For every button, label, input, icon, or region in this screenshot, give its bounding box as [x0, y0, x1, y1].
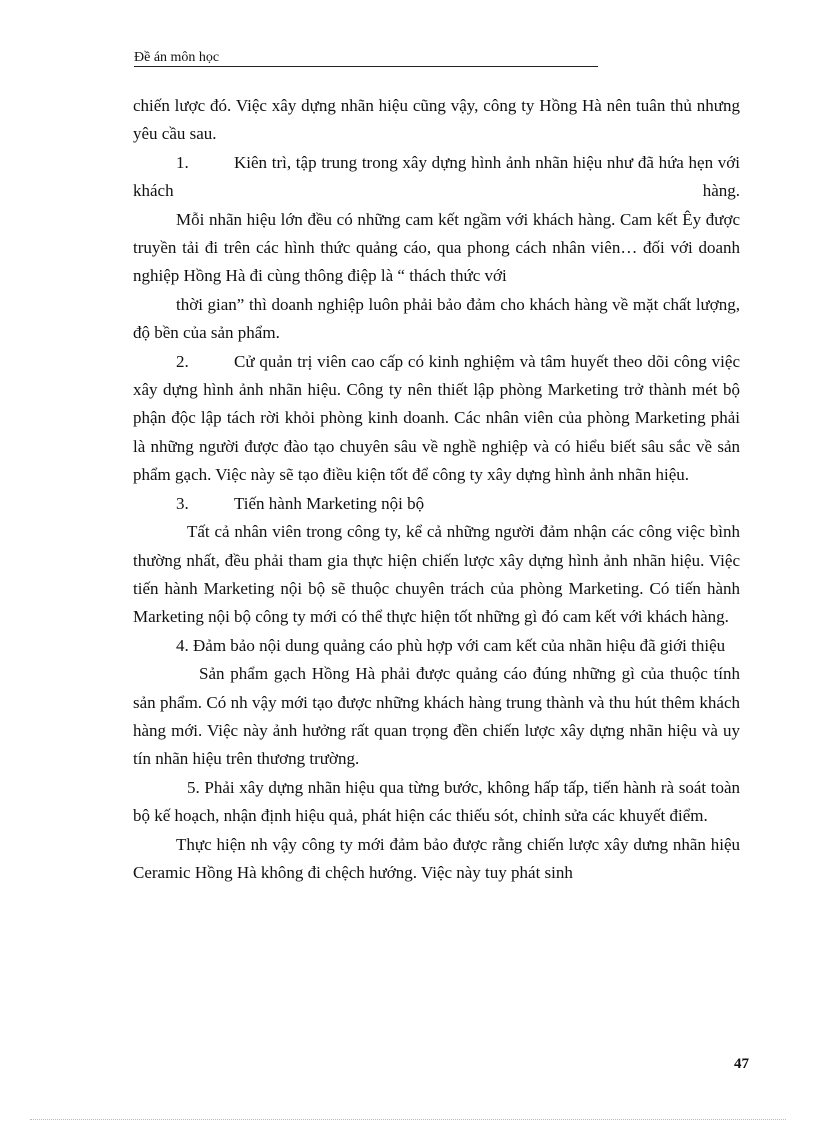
list-text-2: Cử quản trị viên cao cấp có kinh nghiệm và tâm huyết theo dõi công việc xây dựng hình ảnh nhãn hiệu. Công ty nên thiết lập phòng Marketing trở thành mét bộ phận độc lập tách rời khỏi phòng kinh doanh. Các nhân viên của phòng Marketing phải là những người được đào tạo chuyên sâu về nghề nghiệp và có hiểu biết sâu sắc về sản phẩm gạch. Việc này sẽ tạo điều kiện tốt để công ty xây dựng hình ảnh nhãn hiệu. — [133, 351, 740, 485]
paragraph-commitment-cont — [133, 291, 740, 348]
paragraph-commitment-cont-text: thời gian” thì doanh nghiệp luôn phải bảo đảm cho khách hàng về mặt chất lượng, độ bền của sản phẩm. — [133, 294, 740, 343]
paragraph-advertising: Sản phẩm gạch Hồng Hà phải được quảng cáo đúng những gì của thuộc tính sản phẩm. Có nh vậy mới tạo được những khách hàng trung thành và thu hút thêm khách hàng mới. Việc này ảnh hưởng rất quan trọng đền chiến lược xây dựng nhãn hiệu và uy tín nhãn hiệu trên thương trường. — [133, 664, 740, 769]
list-text-3: Tiến hành Marketing nội bộ — [234, 493, 425, 513]
list-number-3: 3. — [176, 493, 189, 513]
page-number: 47 — [734, 1056, 749, 1072]
page-bottom-divider — [30, 1119, 786, 1120]
list-number-1: 1. — [176, 152, 189, 172]
list-item-5: 5. Phải xây dựng nhãn hiệu qua từng bước, không hấp tấp, tiến hành rà soát toàn bộ kế hoạch, nhận định hiệu quả, phát hiện các thiếu sót, chỉnh sửa các khuyết điểm. — [133, 777, 740, 826]
list-number-2: 2. — [176, 351, 189, 371]
paragraph-commitment: Mỗi nhãn hiệu lớn đều có những cam kết ngầm với khách hàng. Cam kết Êy được truyền tải đi trên các hình thức quảng cáo, qua phong cách nhân viên… đối với doanh nghiệp Hồng Hà đi cùng thông điệp là “ thách thức với — [133, 209, 740, 286]
paragraph-intro: chiến lược đó. Việc xây dựng nhãn hiệu cũng vậy, công ty Hồng Hà nên tuân thủ nhưng yêu cầu sau. — [133, 96, 740, 144]
list-item-3 — [133, 490, 740, 518]
list-text-1: Kiên trì, tập trung trong xây dựng hình ảnh nhãn hiệu như đã hứa hẹn với khách hàng. — [133, 152, 740, 201]
header-title: Đề án môn học — [134, 50, 220, 65]
page-header — [134, 50, 598, 67]
list-item-2 — [133, 348, 740, 490]
list-item-4: 4. Đảm bảo nội dung quảng cáo phù hợp với cam kết của nhãn hiệu đã giới thiệu — [176, 635, 726, 655]
paragraph-conclusion: Thực hiện nh vậy công ty mới đảm bảo được rằng chiến lược xây dưng nhãn hiệu Ceramic Hồng Hà không đi chệch hướng. Việc này tuy phát sinh — [133, 834, 740, 882]
list-item-1 — [133, 149, 740, 206]
document-body — [133, 92, 740, 887]
paragraph-internal-marketing: Tất cả nhân viên trong công ty, kể cả những người đảm nhận các công việc bình thường nhất, đều phải tham gia thực hiện chiến lược xây dựng hình ảnh nhãn hiệu. Việc tiến hành Marketing nội bộ sẽ thuộc chuyên trách của phòng Marketing. Có tiến hành Marketing nội bộ công ty mới có thể thực hiện tốt những gì đó cam kết với khách hàng. — [133, 522, 740, 627]
